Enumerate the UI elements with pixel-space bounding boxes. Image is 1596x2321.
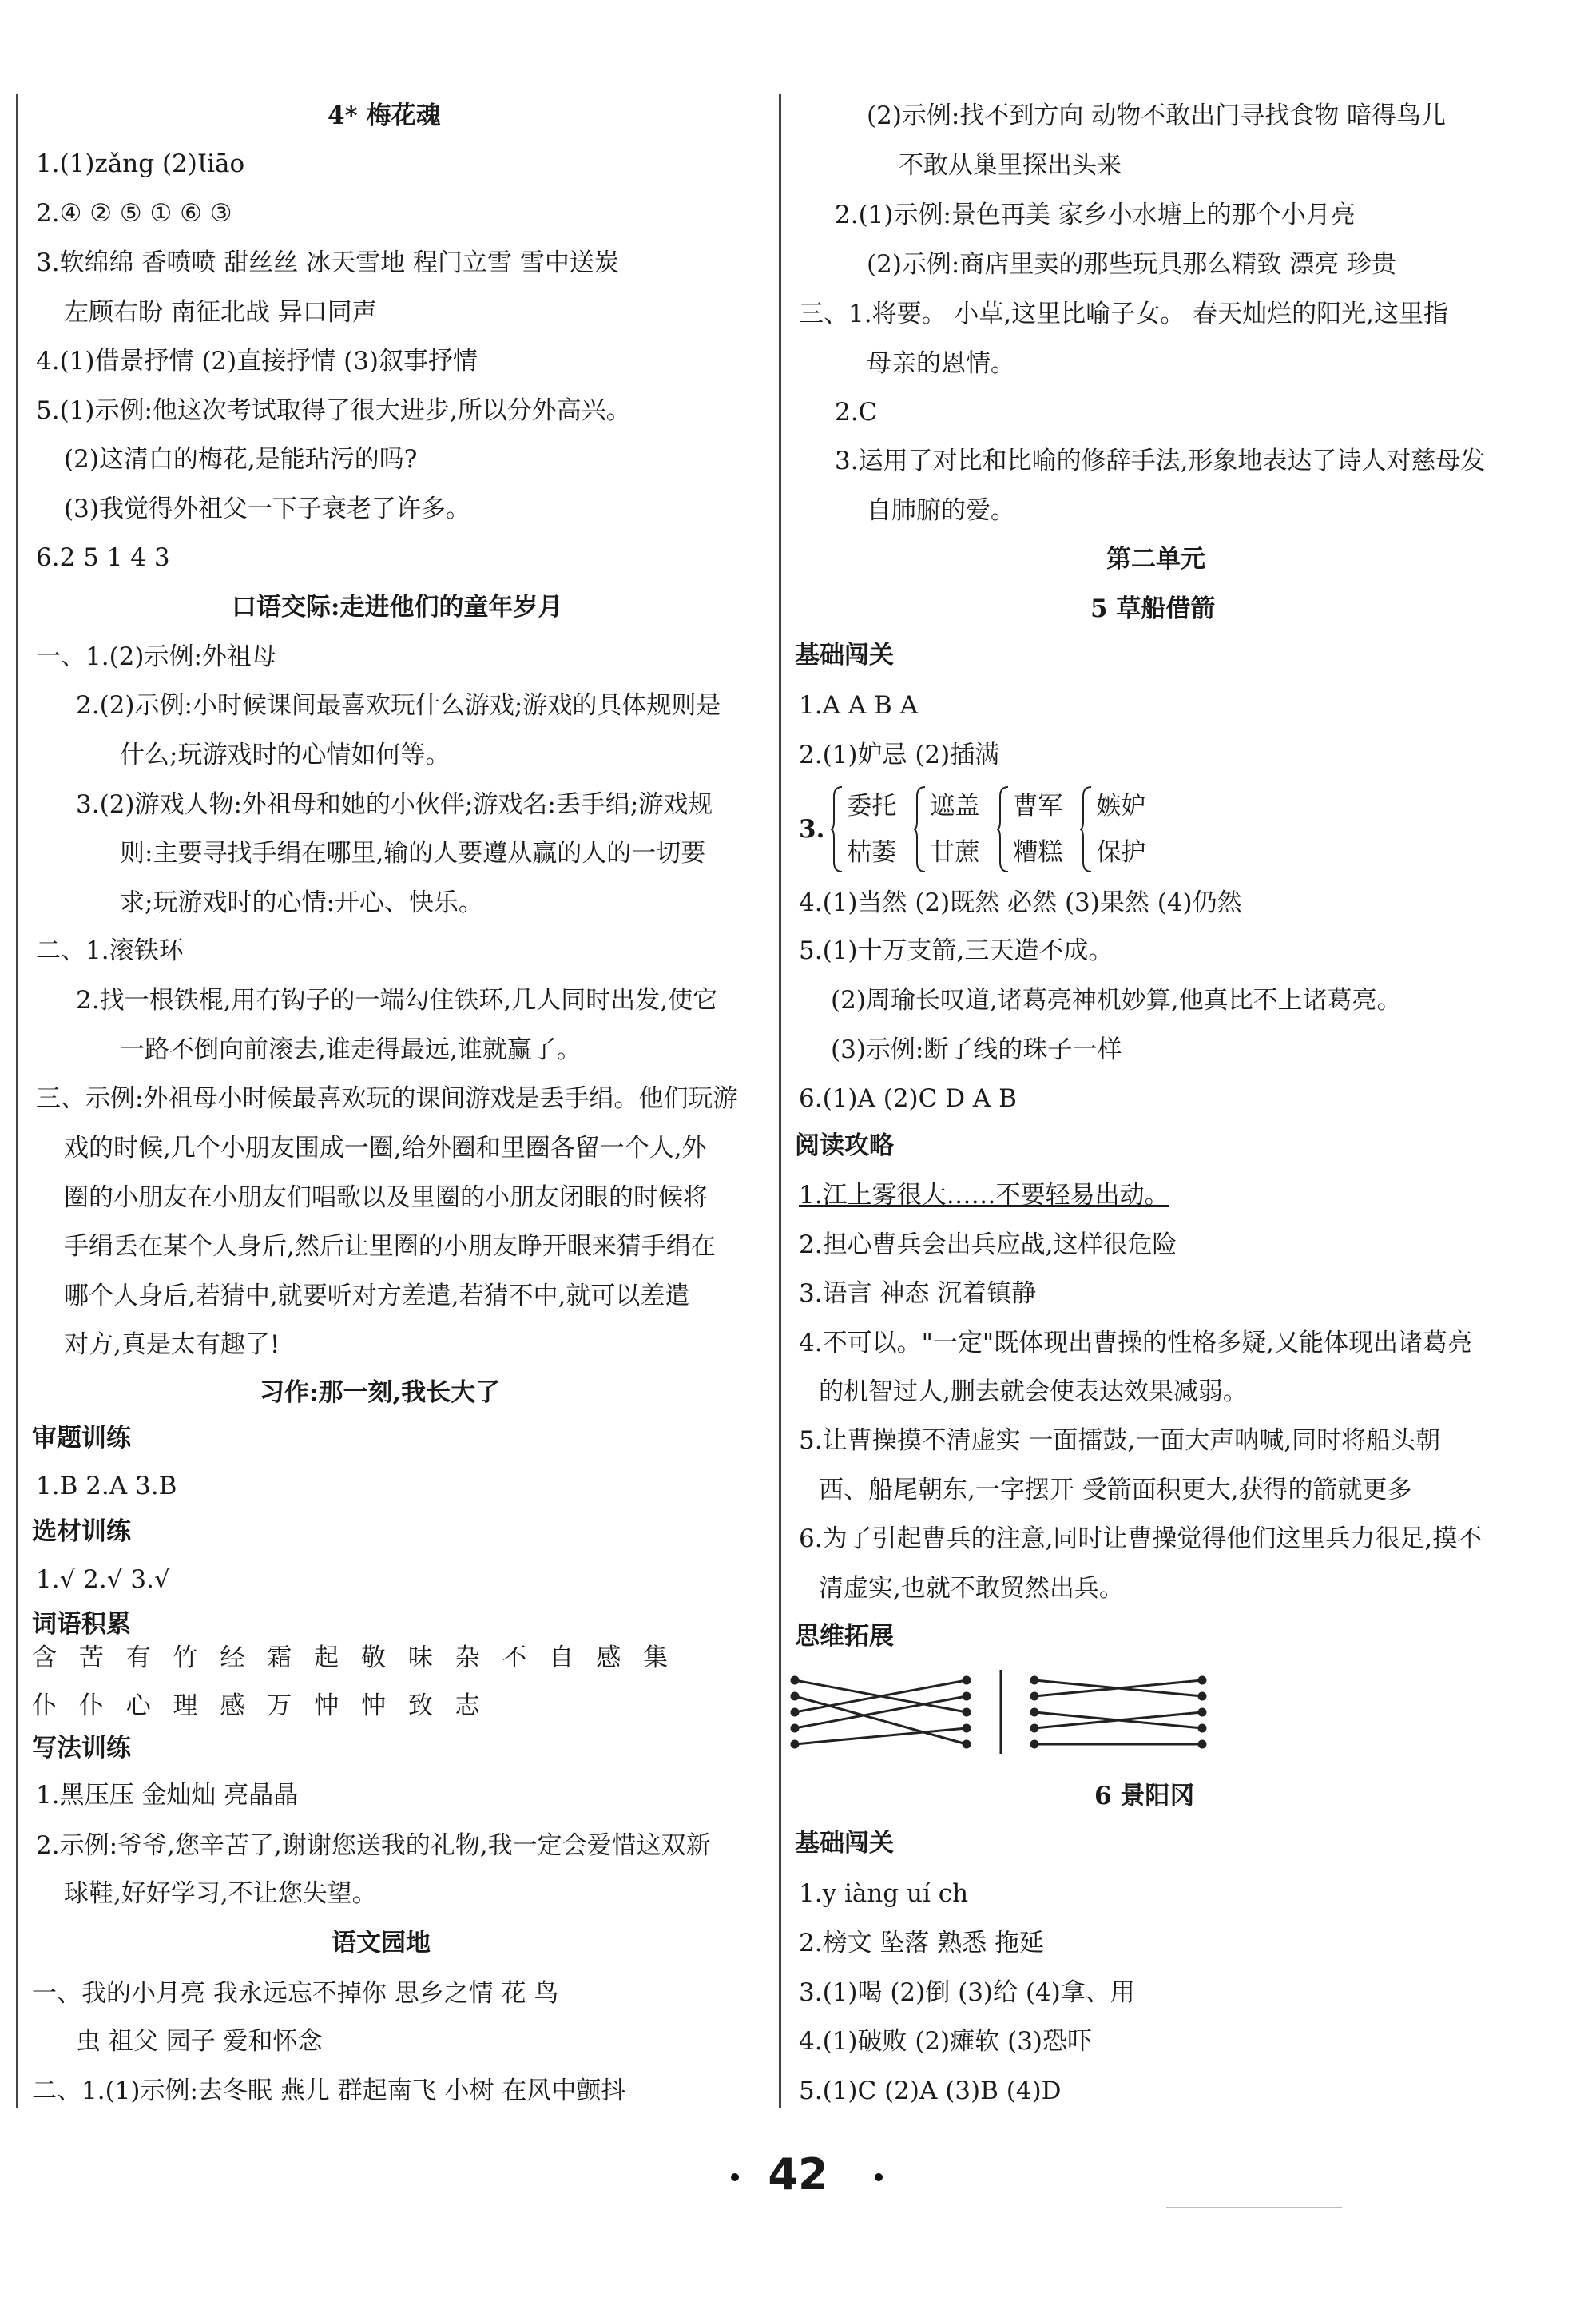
subsection-heading: 思维拓展: [795, 1622, 894, 1651]
answer-line: 西、船尾朝东,一字摆开 受箭面积更大,获得的箭就更多: [819, 1476, 1412, 1504]
lesson-title-meihuahun: 4* 梅花魂: [328, 101, 441, 130]
footer-dot-right: [875, 2173, 883, 2181]
answer-line: 2.(1)妒忌 (2)插满: [799, 741, 1000, 769]
answer-line: 2.找一根铁棍,用有钩子的一端勾住铁环,几人同时出发,使它: [76, 986, 718, 1015]
answer-line: 1.黑压压 金灿灿 亮晶晶: [36, 1781, 299, 1810]
pair-word: 嫉妒: [1096, 792, 1146, 821]
answer-line: 3.软绵绵 香喷喷 甜丝丝 冰天雪地 程门立雪 雪中送炭: [36, 248, 619, 277]
answer-line: 2.C: [835, 398, 878, 427]
answer-line: 母亲的恩情。: [867, 349, 1015, 378]
answer-line: 2.④ ② ⑤ ① ⑥ ③: [36, 199, 232, 228]
answer-line: 2.榜文 坠落 熟悉 拖延: [799, 1929, 1045, 1957]
section-title-oral: 口语交际:走进他们的童年岁月: [232, 593, 563, 622]
answer-line: 3.语言 神态 沉着镇静: [799, 1279, 1037, 1308]
pair-word: 遮盖: [930, 792, 980, 821]
answer-line: 4.(1)借景抒情 (2)直接抒情 (3)叙事抒情: [36, 347, 478, 376]
answer-line: 2.(1)示例:景色再美 家乡小水塘上的那个小月亮: [835, 201, 1356, 229]
answer-line: 球鞋,好好学习,不让您失望。: [64, 1879, 377, 1908]
answer-line: 1.A A B A: [799, 691, 919, 720]
answer-line: 含 苦 有 竹 经 霜 起 敬 味 杂 不 自 感 集: [32, 1643, 676, 1672]
left-margin-rule: [16, 94, 18, 2108]
answer-line: 6.2 5 1 4 3: [36, 543, 170, 572]
word-pair: [1080, 783, 1145, 876]
answer-line: 圈的小朋友在小朋友们唱歌以及里圈的小朋友闭眼的时候将: [64, 1183, 708, 1212]
answer-line: 3.(2)游戏人物:外祖母和她的小伙伴;游戏名:丢手绢;游戏规: [76, 790, 713, 819]
subsection-heading: 审题训练: [32, 1424, 131, 1453]
word-pair: [914, 783, 979, 876]
answer-line: 5.(1)示例:他这次考试取得了很大进步,所以分外高兴。: [36, 396, 631, 425]
answer-line: 1.B 2.A 3.B: [36, 1472, 177, 1500]
subsection-heading: 阅读攻略: [795, 1131, 894, 1160]
answer-line: 戏的时候,几个小朋友围成一圈,给外圈和里圈各留一个人,外: [64, 1134, 707, 1162]
subsection-heading: 选材训练: [32, 1517, 131, 1546]
answer-line: 3.(1)喝 (2)倒 (3)给 (4)拿、用: [799, 1978, 1135, 2007]
answer-line: (3)我觉得外祖父一下子衰老了许多。: [64, 495, 470, 523]
lesson-title-caochuanjiejian: 5 草船借箭: [1090, 594, 1216, 623]
answer-line: 不敢从巢里探出头来: [899, 151, 1122, 180]
answer-line: 一路不倒向前滚去,谁走得最远,谁就赢了。: [120, 1035, 582, 1064]
brace-icon: [997, 785, 1010, 873]
answer-line: 清虚实,也就不敢贸然出兵。: [819, 1574, 1124, 1603]
brace-icon: [1080, 785, 1093, 873]
brace-icon: [831, 785, 844, 873]
answer-line: 三、示例:外祖母小时候最喜欢玩的课间游戏是丢手绢。他们玩游: [36, 1084, 738, 1113]
pair-word: 枯萎: [847, 838, 897, 867]
answer-line: 对方,真是太有趣了!: [64, 1330, 280, 1359]
answer-line: 则:主要寻找手绢在哪里,输的人要遵从赢的人的一切要: [120, 839, 706, 868]
subsection-heading: 基础闯关: [795, 641, 894, 670]
answer-line: 1.y iàng uí ch: [799, 1879, 969, 1908]
answer-line: (2)示例:找不到方向 动物不敢出门寻找食物 暗得鸟儿: [867, 101, 1447, 130]
question-number: 3.: [799, 815, 825, 844]
brace-icon: [914, 785, 927, 873]
answer-line: 的机智过人,删去就会使表达效果减弱。: [819, 1377, 1248, 1406]
answer-line: (2)示例:商店里卖的那些玩具那么精致 漂亮 珍贵: [867, 250, 1397, 279]
answer-line: 手绢丢在某个人身后,然后让里圈的小朋友睁开眼来猜手绢在: [64, 1232, 716, 1261]
column-divider: [779, 94, 781, 2108]
brace-pairs-row: [799, 783, 1163, 876]
answer-line: 求;玩游戏时的心情:开心、快乐。: [120, 888, 483, 917]
answer-line: 哪个人身后,若猜中,就要听对方差遣,若猜不中,就可以差遣: [64, 1282, 690, 1310]
subsection-heading: 基础闯关: [795, 1829, 894, 1858]
answer-line: 5.(1)C (2)A (3)B (4)D: [799, 2077, 1062, 2105]
answer-line: 自肺腑的爱。: [867, 496, 1015, 525]
answer-line: 虫 祖父 园子 爱和怀念: [76, 2027, 323, 2056]
word-pair: [997, 783, 1062, 876]
answer-line: 1.√ 2.√ 3.√: [36, 1565, 170, 1594]
answer-line-underlined: 1.江上雾很大……不要轻易出动。: [799, 1181, 1169, 1210]
subsection-heading: 词语积累: [32, 1610, 131, 1639]
answer-line: 一、1.(2)示例:外祖母: [36, 642, 276, 671]
answer-line: 2.(2)示例:小时候课间最喜欢玩什么游戏;游戏的具体规则是: [76, 691, 721, 720]
answer-line: 仆 仆 心 理 感 万 忡 忡 致 志: [32, 1691, 487, 1720]
answer-line: 左顾右盼 南征北战 异口同声: [64, 298, 377, 327]
answer-line: 一、我的小月亮 我永远忘不掉你 思乡之情 花 鸟: [32, 1979, 559, 2008]
subsection-heading: 写法训练: [32, 1734, 131, 1763]
pair-word: 委托: [847, 792, 897, 821]
answer-line: 3.运用了对比和比喻的修辞手法,形象地表达了诗人对慈母发: [835, 447, 1486, 475]
answer-line: 什么;玩游戏时的心情如何等。: [120, 741, 451, 769]
section-title-yuwenyuandi: 语文园地: [332, 1929, 431, 1957]
pair-word: 甘蔗: [930, 838, 980, 867]
page-number: 42: [768, 2149, 828, 2200]
answer-line: 2.担心曹兵会出兵应战,这样很危险: [799, 1230, 1177, 1259]
unit-title: 第二单元: [1106, 545, 1205, 574]
answer-line: 三、1.将要。 小草,这里比喻子女。 春天灿烂的阳光,这里指: [799, 300, 1448, 328]
footer-rule: [1166, 2207, 1342, 2208]
lesson-title-jingyanggang: 6 景阳冈: [1094, 1782, 1195, 1810]
answer-line: 4.不可以。"一定"既体现出曹操的性格多疑,又能体现出诸葛亮: [799, 1329, 1472, 1357]
matching-lines-diagram: [787, 1666, 1214, 1758]
pair-word: 保护: [1096, 838, 1146, 867]
answer-line: (2)周瑜长叹道,诸葛亮神机妙算,他真比不上诸葛亮。: [831, 986, 1402, 1015]
answer-line: 1.(1)zǎng (2)Ɩiāo: [36, 149, 245, 178]
answer-line: (2)这清白的梅花,是能玷污的吗?: [64, 445, 418, 474]
section-title-writing: 习作:那一刻,我长大了: [260, 1378, 501, 1407]
pair-word: 糟糕: [1013, 838, 1063, 867]
pair-word: 曹军: [1013, 792, 1063, 821]
answer-line: 4.(1)当然 (2)既然 必然 (3)果然 (4)仍然: [799, 888, 1242, 917]
answer-line: (3)示例:断了线的珠子一样: [831, 1035, 1122, 1064]
answer-line: 5.让曹操摸不清虚实 一面擂鼓,一面大声呐喊,同时将船头朝: [799, 1426, 1441, 1455]
answer-line: 5.(1)十万支箭,三天造不成。: [799, 936, 1114, 965]
answer-line: 2.示例:爷爷,您辛苦了,谢谢您送我的礼物,我一定会爱惜这双新: [36, 1831, 711, 1860]
answer-line: 4.(1)破败 (2)瘫软 (3)恐吓: [799, 2027, 1093, 2056]
answer-line: 二、1.滚铁环: [36, 936, 184, 965]
word-pair: [831, 783, 896, 876]
answer-line: 6.为了引起曹兵的注意,同时让曹操觉得他们这里兵力很足,摸不: [799, 1524, 1483, 1553]
answer-line: 二、1.(1)示例:去冬眠 燕儿 群起南飞 小树 在风中颤抖: [32, 2077, 626, 2105]
answer-line: 6.(1)A (2)C D A B: [799, 1084, 1017, 1113]
